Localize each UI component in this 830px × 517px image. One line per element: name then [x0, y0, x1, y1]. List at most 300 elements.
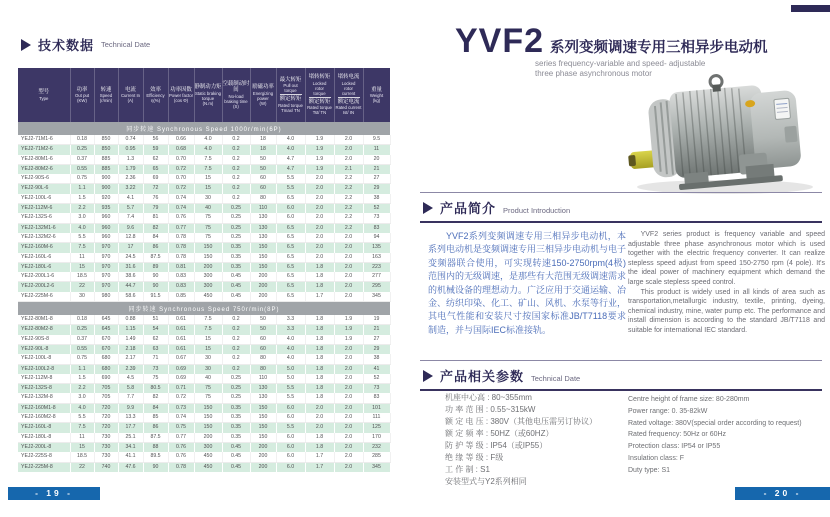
table-cell: 90 — [143, 462, 168, 472]
column-header: 重量 Weight (kg) — [363, 68, 390, 122]
table-cell: 86 — [143, 243, 168, 253]
table-cell: 7.5 — [194, 315, 222, 325]
table-cell: 900 — [94, 184, 118, 194]
table-cell: 15 — [194, 344, 222, 354]
table-cell: 0.78 — [168, 243, 194, 253]
table-cell: 0.2 — [222, 364, 250, 374]
table-cell: 30 — [194, 194, 222, 204]
table-cell: 62 — [143, 155, 168, 165]
param-line: 绝 缘 等 级 : F级 — [445, 453, 504, 462]
table-cell: 223 — [363, 262, 390, 272]
table-cell: YEJ2-112M-8 — [18, 374, 70, 384]
table-cell: 450 — [194, 462, 222, 472]
table-cell: 0.78 — [168, 253, 194, 263]
table-cell: 29 — [363, 184, 390, 194]
table-cell: 7.7 — [118, 393, 143, 403]
table-cell: 670 — [94, 344, 118, 354]
table-cell: 130 — [250, 384, 276, 394]
table-cell: 850 — [94, 135, 118, 145]
triangle-icon — [423, 370, 433, 382]
table-cell: 2.0 — [305, 233, 334, 243]
params-bottom-rule — [420, 389, 822, 391]
triangle-icon — [21, 39, 31, 51]
table-cell: 150 — [194, 243, 222, 253]
table-cell: 90 — [143, 282, 168, 292]
table-cell: 18.5 — [70, 272, 94, 282]
table-cell: 1.9 — [305, 164, 334, 174]
motor-image — [625, 60, 820, 196]
table-cell: 52 — [363, 204, 390, 214]
page-number-left: - 19 - — [8, 487, 100, 500]
column-header: 静制动力矩 Static braking torque (N.m) — [194, 68, 222, 122]
table-cell: 7.5 — [194, 325, 222, 335]
table-cell: 0.83 — [168, 282, 194, 292]
brand-name: YVF2 — [455, 22, 545, 60]
table-row — [18, 325, 390, 335]
table-cell: 5.8 — [118, 384, 143, 394]
table-cell: 65 — [143, 164, 168, 174]
table-cell: 6.5 — [276, 253, 305, 263]
table-cell: 0.18 — [70, 135, 94, 145]
table-row — [18, 344, 390, 354]
table-cell: 6.5 — [276, 282, 305, 292]
table-cell: 0.37 — [70, 335, 94, 345]
table-cell: YEJ2-180L-8 — [18, 433, 70, 443]
table-cell: 720 — [94, 403, 118, 413]
table-cell: 82 — [143, 223, 168, 233]
table-cell: 150 — [194, 403, 222, 413]
table-cell: 7.4 — [118, 213, 143, 223]
table-cell: 24.5 — [118, 253, 143, 263]
table-cell: 0.35 — [222, 243, 250, 253]
table-cell: 232 — [363, 442, 390, 452]
table-cell: 2.0 — [305, 223, 334, 233]
table-row — [18, 462, 390, 472]
table-cell: 15 — [194, 335, 222, 345]
table-row — [18, 292, 390, 302]
table-cell: 2.0 — [334, 253, 363, 263]
intro-title-cn: 产品简介 — [440, 201, 497, 216]
table-cell: 7.5 — [70, 243, 94, 253]
table-cell: 0.45 — [222, 272, 250, 282]
table-cell: 85 — [143, 413, 168, 423]
table-row — [18, 145, 390, 155]
table-cell: 0.25 — [222, 204, 250, 214]
table-cell: 0.2 — [222, 325, 250, 335]
table-cell: 0.76 — [168, 213, 194, 223]
table-row — [18, 155, 390, 165]
table-cell: 0.88 — [118, 315, 143, 325]
intro-paragraph-cn: YVF2系列变频调速专用三相异步电动机，本系列电动机是变频调速专用三相异步电动机与电子变频器联合使用，可实现转速150-2750rpm(4极)范围内的无级调速，是那些有大范围无级调速需求的机械设备的理想动力。广泛应用于交通运输、冶金、纺织印染、化工、矿山、风机、水泵等行业，其电气性能和安装尺寸按国家标准JB/T7118要求制造，并与国际IEC标准接轨。 — [428, 231, 627, 335]
table-cell: 2.2 — [334, 223, 363, 233]
intro-en-p1: YVF2 series product is frequency variable and speed adjustable three phase asynchronous motor which is used together with the electric frequency converter. It can realize stepless speed adjust from speed 150-2750 rpm (4 pole). It's the ideal power of machinery equipment which demand the large scale stepless speed control. — [628, 231, 825, 286]
table-cell: 6.5 — [276, 292, 305, 302]
table-cell: 0.25 — [222, 393, 250, 403]
param-line: Centre height of frame size: 80-280mm — [628, 396, 750, 403]
table-cell: 34.1 — [118, 442, 143, 452]
table-cell: 1.9 — [305, 145, 334, 155]
table-row — [18, 213, 390, 223]
table-cell: 0.2 — [222, 335, 250, 345]
table-cell: YEJ2-160M1-8 — [18, 403, 70, 413]
table-cell: 1.8 — [305, 384, 334, 394]
table-cell: 150 — [194, 413, 222, 423]
table-cell: 41 — [363, 364, 390, 374]
table-cell: 135 — [363, 243, 390, 253]
table-cell: 3.0 — [70, 213, 94, 223]
table-cell: 62 — [143, 335, 168, 345]
table-cell: 18 — [250, 135, 276, 145]
table-cell: 0.73 — [168, 403, 194, 413]
table-cell: 12.8 — [118, 233, 143, 243]
table-cell: 2.0 — [334, 413, 363, 423]
table-cell: 4.0 — [194, 145, 222, 155]
table-cell: 0.70 — [168, 174, 194, 184]
table-cell: 1.5 — [70, 194, 94, 204]
table-cell: 0.18 — [70, 315, 94, 325]
table-row — [18, 384, 390, 394]
table-cell: 970 — [94, 282, 118, 292]
table-cell: 730 — [94, 442, 118, 452]
table-cell: 0.77 — [168, 433, 194, 443]
table-cell: 0.72 — [168, 184, 194, 194]
table-cell: 1.8 — [305, 344, 334, 354]
table-cell: 0.2 — [222, 315, 250, 325]
table-cell: 5.5 — [70, 413, 94, 423]
table-cell: 76 — [143, 194, 168, 204]
table-cell: 60 — [250, 335, 276, 345]
table-cell: 7.5 — [70, 423, 94, 433]
table-cell: 0.2 — [222, 174, 250, 184]
table-cell: 2.17 — [118, 354, 143, 364]
table-cell: 51 — [143, 315, 168, 325]
table-cell: 75 — [194, 393, 222, 403]
table-cell: 705 — [94, 393, 118, 403]
param-line: Power range: 0. 35-82kW — [628, 407, 708, 415]
table-cell: 0.78 — [168, 233, 194, 243]
table-cell: 2.0 — [305, 403, 334, 413]
table-cell: 0.76 — [168, 442, 194, 452]
table-cell: 1.8 — [305, 433, 334, 443]
table-cell: 110 — [250, 374, 276, 384]
table-cell: 0.76 — [168, 452, 194, 462]
table-row — [18, 204, 390, 214]
table-cell: 4.7 — [276, 155, 305, 165]
table-cell: YEJ2-100L2-8 — [18, 364, 70, 374]
table-cell: 0.72 — [168, 393, 194, 403]
table-cell: 87.5 — [143, 253, 168, 263]
table-cell: 0.2 — [222, 184, 250, 194]
table-cell: 2.0 — [334, 262, 363, 272]
table-cell: YEJ2-90S-8 — [18, 335, 70, 345]
table-cell: 0.74 — [168, 204, 194, 214]
table-cell: 980 — [94, 292, 118, 302]
table-cell: 73 — [143, 364, 168, 374]
table-row — [18, 364, 390, 374]
table-cell: 6.5 — [276, 243, 305, 253]
table-cell: 73 — [363, 384, 390, 394]
table-cell: 0.70 — [168, 155, 194, 165]
table-row — [18, 272, 390, 282]
table-cell: 150 — [250, 423, 276, 433]
table-cell: 30 — [70, 292, 94, 302]
table-cell: 2.2 — [334, 194, 363, 204]
table-cell: 0.25 — [222, 213, 250, 223]
table-cell: 1.8 — [305, 393, 334, 403]
table-cell: YEJ2-225S-8 — [18, 452, 70, 462]
table-cell: 970 — [94, 262, 118, 272]
table-cell: 300 — [194, 272, 222, 282]
column-header: 堵转电流 Locked rotor current 额定电流 Rated current Ist/ IN — [334, 68, 363, 122]
triangle-icon — [423, 202, 433, 214]
table-cell: 6.5 — [276, 223, 305, 233]
table-cell: 0.35 — [222, 413, 250, 423]
table-cell: 30 — [194, 354, 222, 364]
param-line: 防 护 等 级 : IP54（或IP55） — [445, 441, 548, 450]
table-cell: 75 — [143, 374, 168, 384]
product-title-cn: 系列变频调速专用三相异步电动机 — [550, 40, 768, 56]
table-cell: 0.75 — [70, 174, 94, 184]
table-cell: 0.2 — [222, 194, 250, 204]
table-cell: 21 — [363, 164, 390, 174]
table-cell: 1.8 — [305, 335, 334, 345]
table-cell: 2.0 — [334, 403, 363, 413]
table-cell: 970 — [94, 272, 118, 282]
table-cell: 0.45 — [222, 462, 250, 472]
table-cell: 69 — [143, 174, 168, 184]
table-row — [18, 374, 390, 384]
table-cell: 0.2 — [222, 145, 250, 155]
table-cell: 0.69 — [168, 364, 194, 374]
table-cell: 150 — [250, 243, 276, 253]
table-cell: 645 — [94, 325, 118, 335]
table-cell: 5.7 — [118, 204, 143, 214]
product-introduction-header — [420, 192, 822, 223]
table-cell: 2.2 — [334, 174, 363, 184]
table-cell: 5.5 — [276, 184, 305, 194]
table-cell: 6.0 — [276, 452, 305, 462]
table-cell: 75 — [194, 213, 222, 223]
table-cell: 47.6 — [118, 462, 143, 472]
table-cell: 0.45 — [222, 282, 250, 292]
table-cell: 0.61 — [168, 315, 194, 325]
table-cell: 1.8 — [305, 272, 334, 282]
table-cell: 2.0 — [334, 384, 363, 394]
table-cell: 130 — [250, 223, 276, 233]
table-cell: 1.9 — [334, 335, 363, 345]
table-cell: 705 — [94, 384, 118, 394]
table-cell: 13.3 — [118, 413, 143, 423]
table-cell: 4.7 — [276, 164, 305, 174]
table-cell: 15 — [70, 442, 94, 452]
table-cell: 2.0 — [334, 393, 363, 403]
table-cell: YEJ2-71M2-6 — [18, 145, 70, 155]
table-cell: 0.83 — [168, 272, 194, 282]
intro-en-p2: This product is widely used in all kinds of area such as transportation,metallurgic industry, textile, printing, dyeing, chemical industry, mine, water pump etc. The performance and install dimension is according to the standard JB/T7118 and suitable for international IEC standard. — [628, 288, 825, 334]
table-row — [18, 233, 390, 243]
table-cell: 1.8 — [305, 315, 334, 325]
table-cell: 4.0 — [194, 135, 222, 145]
table-cell: 58.6 — [118, 292, 143, 302]
table-cell: 52 — [363, 374, 390, 384]
table-cell: 670 — [94, 335, 118, 345]
table-cell: 150 — [194, 423, 222, 433]
table-cell: 130 — [250, 233, 276, 243]
table-cell: 200 — [250, 442, 276, 452]
table-header-row — [18, 68, 390, 122]
table-cell: 0.74 — [168, 413, 194, 423]
table-cell: 38 — [363, 354, 390, 364]
table-cell: 2.2 — [334, 213, 363, 223]
table-cell: 6.0 — [276, 442, 305, 452]
table-cell: 40 — [194, 204, 222, 214]
params-title-en: Technical Date — [531, 374, 581, 383]
table-cell: 200 — [250, 292, 276, 302]
table-cell: 71 — [143, 354, 168, 364]
table-cell: YEJ2-132S-6 — [18, 213, 70, 223]
table-cell: 40 — [194, 374, 222, 384]
table-cell: 200 — [194, 433, 222, 443]
table-cell: 5.5 — [276, 423, 305, 433]
table-cell: 9.6 — [118, 223, 143, 233]
table-cell: 720 — [94, 423, 118, 433]
table-cell: 5.5 — [276, 384, 305, 394]
table-cell: YEJ2-180L-6 — [18, 262, 70, 272]
table-cell: YEJ2-112M-6 — [18, 204, 70, 214]
table-cell: 27 — [363, 174, 390, 184]
table-cell: 2.2 — [334, 184, 363, 194]
table-cell: 200 — [250, 462, 276, 472]
table-cell: 2.0 — [334, 452, 363, 462]
table-cell: 6.5 — [276, 194, 305, 204]
table-cell: 1.3 — [118, 155, 143, 165]
table-cell: YEJ2-90L-8 — [18, 344, 70, 354]
table-cell: 300 — [194, 442, 222, 452]
table-cell: 2.0 — [334, 135, 363, 145]
table-cell: 2.0 — [334, 243, 363, 253]
table-cell: YEJ2-80M2-6 — [18, 164, 70, 174]
table-cell: 200 — [250, 282, 276, 292]
table-cell: 6.0 — [276, 204, 305, 214]
table-cell: 22 — [70, 462, 94, 472]
table-cell: 2.1 — [334, 164, 363, 174]
table-cell: 130 — [250, 393, 276, 403]
table-cell: 2.0 — [305, 174, 334, 184]
table-cell: 970 — [94, 253, 118, 263]
table-cell: YEJ2-160L-8 — [18, 423, 70, 433]
table-cell: 2.2 — [334, 204, 363, 214]
table-cell: 50 — [250, 164, 276, 174]
table-cell: 38 — [363, 194, 390, 204]
param-line: 功 率 范 围 : 0.55~315kW — [445, 405, 536, 414]
table-cell: 80.5 — [143, 384, 168, 394]
table-cell: 6.0 — [276, 213, 305, 223]
table-cell: 0.61 — [168, 344, 194, 354]
table-cell: 82 — [143, 393, 168, 403]
table-cell: 2.0 — [334, 462, 363, 472]
table-cell: 0.25 — [222, 223, 250, 233]
table-cell: 83 — [363, 223, 390, 233]
table-cell: 2.0 — [334, 433, 363, 443]
table-cell: 450 — [194, 292, 222, 302]
intro-bottom-rule — [420, 221, 822, 223]
table-cell: 720 — [94, 413, 118, 423]
table-row — [18, 393, 390, 403]
speed-band-label: 同步转速 Synchronous Speed 1000r/min(6P) — [18, 122, 390, 135]
table-cell: 60 — [250, 174, 276, 184]
table-cell: YEJ2-132M1-6 — [18, 223, 70, 233]
table-cell: 935 — [94, 204, 118, 214]
table-cell: 101 — [363, 403, 390, 413]
table-cell: 850 — [94, 145, 118, 155]
table-cell: 900 — [94, 174, 118, 184]
table-cell: 15 — [194, 184, 222, 194]
section-title-en: Technical Date — [101, 40, 151, 49]
table-cell: 72 — [143, 184, 168, 194]
table-cell: 0.25 — [222, 384, 250, 394]
intro-title-en: Product Introduction — [503, 206, 571, 215]
table-cell: 960 — [94, 213, 118, 223]
table-cell: 21 — [363, 325, 390, 335]
table-cell: 6.5 — [276, 272, 305, 282]
table-cell: 5.5 — [276, 393, 305, 403]
table-cell: 295 — [363, 282, 390, 292]
table-cell: 450 — [194, 452, 222, 462]
table-cell: YEJ2-80M1-8 — [18, 315, 70, 325]
table-cell: 0.45 — [222, 442, 250, 452]
table-cell: YEJ2-225M-6 — [18, 292, 70, 302]
column-header: 功率 Out put (KW) — [70, 68, 94, 122]
table-cell: 31.6 — [118, 262, 143, 272]
table-cell: 170 — [363, 433, 390, 443]
table-cell: 345 — [363, 292, 390, 302]
technical-data-table — [18, 68, 391, 472]
table-cell: 2.0 — [305, 204, 334, 214]
table-cell: 0.55 — [70, 164, 94, 174]
table-cell: 285 — [363, 452, 390, 462]
table-cell: 54 — [143, 325, 168, 335]
table-cell: 4.0 — [70, 403, 94, 413]
table-cell: 960 — [94, 233, 118, 243]
table-cell: 75 — [194, 384, 222, 394]
table-cell: 20 — [363, 155, 390, 165]
table-cell: 6.5 — [276, 233, 305, 243]
table-cell: 6.0 — [276, 403, 305, 413]
table-cell: 4.0 — [70, 223, 94, 233]
section-title-cn: 技术数据 — [38, 38, 95, 53]
param-line: Protection class: IP54 or IP55 — [628, 443, 721, 451]
table-cell: 19 — [363, 315, 390, 325]
table-cell: 150 — [250, 253, 276, 263]
table-cell: 2.0 — [334, 233, 363, 243]
table-cell: 75 — [194, 233, 222, 243]
table-cell: 0.67 — [168, 354, 194, 364]
table-row — [18, 423, 390, 433]
table-row — [18, 253, 390, 263]
table-cell: 17.7 — [118, 423, 143, 433]
table-cell: 2.36 — [118, 174, 143, 184]
table-cell: 0.35 — [222, 433, 250, 443]
intro-paragraph-en — [628, 230, 825, 336]
table-cell: 0.85 — [168, 292, 194, 302]
param-line: 额 定 频 率 : 50HZ（或60HZ） — [445, 429, 554, 438]
page-number-right: - 20 - — [735, 487, 830, 500]
table-cell: 2.0 — [334, 292, 363, 302]
param-line: 工 作 制 : S1 — [445, 465, 490, 474]
column-header: 最大转矩 Pull out torque 额定转矩 Rated torque Tmax/ TN — [276, 68, 305, 122]
table-cell: 11 — [363, 145, 390, 155]
table-row — [18, 433, 390, 443]
